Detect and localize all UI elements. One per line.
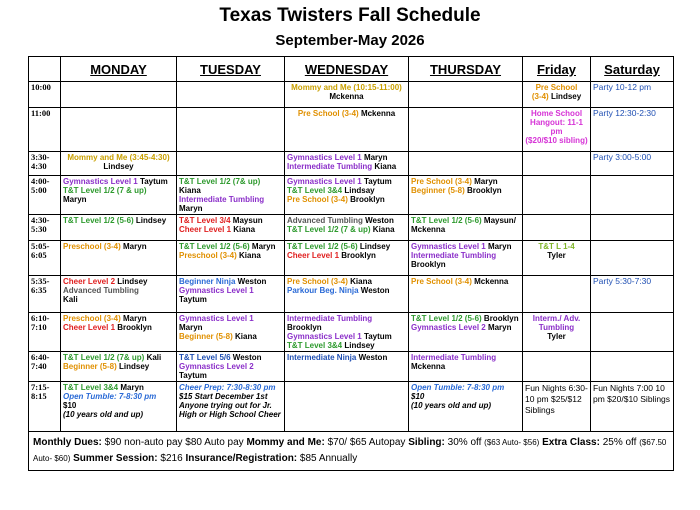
instructor-name: Lindsey: [133, 216, 167, 225]
class-name: T&T Level 1/2 (5-6): [287, 242, 358, 251]
class-name: Cheer Level 1: [63, 323, 116, 332]
class-cell-tuesday: [177, 241, 285, 276]
class-cell-wednesday: [285, 276, 409, 313]
instructor-name: Maryn: [249, 242, 276, 251]
schedule-row: [29, 313, 674, 352]
class-cell-wednesday: [285, 108, 409, 152]
class-cell-saturday: [591, 313, 674, 352]
schedule-body: [29, 82, 674, 432]
class-name: Intermediate Tumbling: [287, 314, 373, 323]
instructor-name: Mckenna: [329, 92, 364, 101]
instructor-name: Kiana: [370, 225, 395, 234]
class-cell-friday: [523, 152, 591, 176]
class-name: T&T Level 1/2 (7& up): [63, 353, 145, 362]
schedule-row: [29, 276, 674, 313]
day-header-saturday: Saturday: [591, 57, 674, 82]
class-cell-friday: [523, 313, 591, 352]
instructor-name: Taytum: [179, 371, 207, 380]
class-name: Pre School (3-4): [287, 277, 348, 286]
time-slot: 6:40-7:40: [29, 352, 61, 382]
class-name: Cheer Level 2: [63, 277, 116, 286]
schedule-row: [29, 108, 674, 152]
class-name: Mommy and Me (3:45-4:30): [67, 153, 170, 162]
class-cell-friday: [523, 108, 591, 152]
class-name: Preschool (3-4): [179, 251, 237, 260]
instructor-name: Mckenna: [471, 277, 509, 286]
class-cell-tuesday: [177, 276, 285, 313]
class-cell-wednesday: [285, 82, 409, 108]
class-cell-saturday: [591, 276, 674, 313]
instructor-name: Kiana: [372, 162, 397, 171]
instructor-name: $15 Start December 1st: [179, 392, 268, 401]
pricing-value: $90 non-auto pay $80 Auto pay: [101, 437, 247, 448]
class-name: Pre School (3-4): [411, 177, 472, 186]
class-name: Advanced Tumbling: [287, 216, 363, 225]
class-name: T&T Level 1/2 (5-6): [179, 242, 250, 251]
class-cell-thursday: [409, 152, 523, 176]
class-name: Intermediate Tumbling: [179, 195, 265, 204]
instructor-name: Taytum: [361, 177, 392, 186]
day-header-thursday: THURSDAY: [409, 57, 523, 82]
class-name: Beginner (5-8): [63, 362, 117, 371]
instructor-name: Brooklyn: [115, 323, 152, 332]
class-cell-monday: [61, 82, 177, 108]
schedule-row: [29, 352, 674, 382]
instructor-name: Brooklyn: [347, 195, 385, 204]
time-slot: 7:15-8:15: [29, 382, 61, 432]
pricing-label: Monthly Dues:: [33, 437, 102, 448]
pricing-label: Insurance/Registration:: [185, 453, 298, 464]
pricing-value: $216: [157, 453, 186, 464]
class-name: T&T Level 5/6: [179, 353, 231, 362]
day-header-tuesday: TUESDAY: [177, 57, 285, 82]
instructor-name: Kali: [63, 295, 78, 304]
class-cell-saturday: [591, 215, 674, 241]
class-cell-friday: [523, 382, 591, 432]
class-cell-monday: [61, 313, 177, 352]
time-slot: 5:05-6:05: [29, 241, 61, 276]
instructor-name: Lindsey: [103, 162, 134, 171]
instructor-name: Tyler: [547, 251, 566, 260]
class-cell-tuesday: [177, 313, 285, 352]
class-cell-thursday: [409, 276, 523, 313]
class-name: (3-4): [531, 92, 549, 101]
instructor-name: Weston: [235, 277, 267, 286]
instructor-name: Maryn: [361, 153, 388, 162]
class-name: T&T Level 1/2 (5-6): [63, 216, 134, 225]
page-title: Texas Twisters Fall Schedule: [219, 5, 481, 26]
instructor-name: Anyone trying out for Jr. High or High School Cheer: [179, 401, 281, 419]
time-slot: 4:30-5:30: [29, 215, 61, 241]
class-name: Gymnastics Level 1: [287, 332, 362, 341]
header-row: [29, 57, 674, 82]
class-name: Cheer Level 1: [179, 225, 232, 234]
class-cell-wednesday: [285, 176, 409, 215]
class-cell-wednesday: [285, 152, 409, 176]
class-cell-tuesday: [177, 108, 285, 152]
pricing-label: Mommy and Me:: [246, 437, 325, 448]
class-name: Pre School (3-4): [411, 277, 472, 286]
class-name: T&T Level 1/2 (5-6): [411, 314, 482, 323]
class-cell-thursday: [409, 176, 523, 215]
saturday-event: Party 12:30-2:30: [593, 108, 656, 118]
instructor-name: Mckenna: [358, 109, 396, 118]
class-cell-saturday: [591, 352, 674, 382]
class-cell-tuesday: [177, 382, 285, 432]
class-cell-wednesday: [285, 313, 409, 352]
class-name: Beginner Ninja: [179, 277, 236, 286]
class-cell-friday: [523, 215, 591, 241]
class-name: Gymnastics Level 1: [287, 177, 362, 186]
class-name: T&T Level 1/2 (7 & up): [63, 186, 147, 195]
pricing-value: $70/ $65 Autopay: [324, 437, 409, 448]
instructor-name: $10: [63, 401, 77, 410]
class-name: ($20/$10 sibling): [525, 136, 588, 145]
class-cell-friday: [523, 241, 591, 276]
saturday-event: Fun Nights 7:00 10 pm $20/$10 Siblings: [593, 383, 671, 404]
schedule-table: [28, 56, 674, 471]
time-slot: 4:00-5:00: [29, 176, 61, 215]
schedule-row: [29, 82, 674, 108]
instructor-name: Lindsey: [357, 242, 391, 251]
instructor-name: Taytum: [361, 332, 392, 341]
footer-row: [29, 432, 674, 471]
class-name: Gymnastics Level 1: [287, 153, 362, 162]
instructor-name: $10: [411, 392, 425, 401]
class-cell-monday: [61, 215, 177, 241]
class-cell-saturday: [591, 108, 674, 152]
class-cell-thursday: [409, 108, 523, 152]
class-name: T&T Level 3&4: [287, 186, 343, 195]
instructor-name: Lindsey: [116, 362, 150, 371]
class-name: T&T Level 1/2 (7 & up): [287, 225, 371, 234]
class-name: Beginner (5-8): [411, 186, 465, 195]
schedule-row: [29, 382, 674, 432]
instructor-name: Lindsay: [342, 186, 375, 195]
pricing-value: $85 Annually: [297, 453, 358, 464]
instructor-name: Lindsey: [342, 341, 375, 350]
class-cell-monday: [61, 276, 177, 313]
class-name: T&T Level 1/2 (7& up): [179, 177, 261, 186]
class-name: Beginner (5-8): [179, 332, 233, 341]
instructor-name: Brooklyn: [464, 186, 502, 195]
pricing-footer: [29, 432, 674, 471]
class-name: Gymnastics Level 1: [179, 314, 254, 323]
class-name: T&T Level 3/4: [179, 216, 231, 225]
schedule-row: [29, 176, 674, 215]
class-name: T&T Level 1/2 (5-6): [411, 216, 482, 225]
class-name: Home School Hangout: 11-1 pm: [530, 109, 583, 136]
class-cell-saturday: [591, 382, 674, 432]
class-name: Open Tumble: 7-8:30 pm: [411, 383, 505, 392]
instructor-name: Tyler: [547, 332, 566, 341]
class-cell-monday: [61, 352, 177, 382]
time-slot: 3:30-4:30: [29, 152, 61, 176]
class-cell-tuesday: [177, 152, 285, 176]
class-cell-monday: [61, 176, 177, 215]
class-name: T&T Level 3&4: [287, 341, 343, 350]
time-slot: 6:10-7:10: [29, 313, 61, 352]
class-cell-wednesday: [285, 382, 409, 432]
class-name: Interm./ Adv. Tumbling: [532, 314, 581, 332]
class-cell-friday: [523, 352, 591, 382]
pricing-label: Sibling:: [408, 437, 445, 448]
instructor-name: Weston: [362, 216, 394, 225]
class-cell-thursday: [409, 313, 523, 352]
instructor-name: Maysun: [230, 216, 263, 225]
class-cell-monday: [61, 108, 177, 152]
saturday-event: Party 5:30-7:30: [593, 276, 652, 286]
class-cell-saturday: [591, 241, 674, 276]
class-cell-wednesday: [285, 241, 409, 276]
instructor-name: Taytum: [137, 177, 168, 186]
class-name: Pre School (3-4): [287, 195, 348, 204]
instructor-name: Weston: [356, 353, 388, 362]
instructor-name: Weston: [358, 286, 390, 295]
class-cell-friday: [523, 82, 591, 108]
class-cell-tuesday: [177, 215, 285, 241]
class-cell-thursday: [409, 215, 523, 241]
instructor-name: Weston: [230, 353, 262, 362]
pricing-value: 25% off: [599, 437, 640, 448]
instructor-name: Brooklyn: [481, 314, 519, 323]
class-name: Gymnastics Level 1: [179, 286, 254, 295]
class-name: Gymnastics Level 2: [179, 362, 254, 371]
instructor-name: (10 years old and up): [63, 410, 144, 419]
day-header-friday: Friday: [523, 57, 591, 82]
instructor-name: Kiana: [232, 332, 257, 341]
instructor-name: Mckenna: [411, 225, 446, 234]
instructor-name: Maryn: [485, 323, 512, 332]
class-cell-monday: [61, 152, 177, 176]
day-header-wednesday: WEDNESDAY: [285, 57, 409, 82]
pricing-value: 30% off: [444, 437, 485, 448]
schedule-row: [29, 241, 674, 276]
class-name: Open Tumble: 7-8:30 pm: [63, 392, 157, 401]
time-column-header: [29, 57, 61, 82]
class-name: Gymnastics Level 1: [63, 177, 138, 186]
class-cell-saturday: [591, 152, 674, 176]
class-name: Cheer Prep: 7:30-8:30 pm: [179, 383, 276, 392]
friday-event: Fun Nights 6:30-10 pm $25/$12 Siblings: [525, 383, 588, 415]
class-cell-saturday: [591, 176, 674, 215]
instructor-name: Kiana: [179, 186, 201, 195]
class-cell-friday: [523, 276, 591, 313]
class-name: Parkour Beg. Ninja: [287, 286, 359, 295]
class-cell-tuesday: [177, 352, 285, 382]
day-header-monday: MONDAY: [61, 57, 177, 82]
class-cell-friday: [523, 176, 591, 215]
pricing-label: Extra Class:: [539, 437, 600, 448]
class-cell-monday: [61, 241, 177, 276]
time-slot: 5:35-6:35: [29, 276, 61, 313]
class-cell-monday: [61, 382, 177, 432]
pricing-label: Summer Session:: [70, 453, 158, 464]
saturday-event: Party 10-12 pm: [593, 82, 652, 92]
pricing-value: ($67.50 Auto- $60): [33, 438, 667, 463]
class-cell-tuesday: [177, 82, 285, 108]
instructor-name: Kali: [144, 353, 162, 362]
instructor-name: Maryn: [485, 242, 512, 251]
instructor-name: Taytum: [179, 295, 207, 304]
instructor-name: Mckenna: [411, 362, 446, 371]
schedule-row: [29, 152, 674, 176]
class-cell-wednesday: [285, 352, 409, 382]
instructor-name: Brooklyn: [411, 260, 446, 269]
class-name: Intermediate Ninja: [287, 353, 357, 362]
instructor-name: Kiana: [231, 225, 256, 234]
instructor-name: Lindsey: [548, 92, 582, 101]
class-cell-thursday: [409, 352, 523, 382]
instructor-name: Maryn: [63, 195, 87, 204]
class-cell-thursday: [409, 241, 523, 276]
class-cell-tuesday: [177, 176, 285, 215]
instructor-name: Maryn: [120, 242, 147, 251]
instructor-name: Maryn: [118, 383, 144, 392]
instructor-name: (10 years old and up): [411, 401, 492, 410]
class-name: Intermediate Tumbling: [411, 353, 497, 362]
pricing-value: ($63 Auto- $56): [484, 438, 540, 447]
instructor-name: Kiana: [347, 277, 372, 286]
saturday-event: Party 3:00-5:00: [593, 152, 652, 162]
class-name: Intermediate Tumbling: [287, 162, 373, 171]
instructor-name: Maryn: [120, 314, 147, 323]
class-cell-thursday: [409, 382, 523, 432]
class-name: Pre School (3-4): [297, 109, 359, 118]
class-name: Intermediate Tumbling: [411, 251, 497, 260]
class-name: Gymnastics Level 1: [411, 242, 486, 251]
time-slot: 11:00: [29, 108, 61, 152]
class-cell-thursday: [409, 82, 523, 108]
class-name: Preschool (3-4): [63, 314, 121, 323]
class-cell-saturday: [591, 82, 674, 108]
class-name: Pre School: [535, 83, 578, 92]
schedule-row: [29, 215, 674, 241]
instructor-name: Brooklyn: [339, 251, 376, 260]
instructor-name: Maryn: [471, 177, 498, 186]
page-subtitle: September-May 2026: [275, 32, 425, 49]
instructor-name: Kiana: [236, 251, 261, 260]
instructor-name: Maryn: [179, 204, 203, 213]
instructor-name: Lindsey: [115, 277, 148, 286]
class-name: Cheer Level 1: [287, 251, 340, 260]
instructor-name: Maysun/: [481, 216, 516, 225]
class-name: Preschool (3-4): [63, 242, 121, 251]
class-name: Advanced Tumbling: [63, 286, 139, 295]
class-name: T&T Level 3&4: [63, 383, 119, 392]
class-name: Gymnastics Level 2: [411, 323, 486, 332]
class-name: Mommy and Me (10:15-11:00): [291, 83, 402, 92]
time-slot: 10:00: [29, 82, 61, 108]
class-cell-wednesday: [285, 215, 409, 241]
instructor-name: Brooklyn: [287, 323, 322, 332]
instructor-name: Maryn: [179, 323, 203, 332]
class-name: T&T L 1-4: [538, 242, 575, 251]
